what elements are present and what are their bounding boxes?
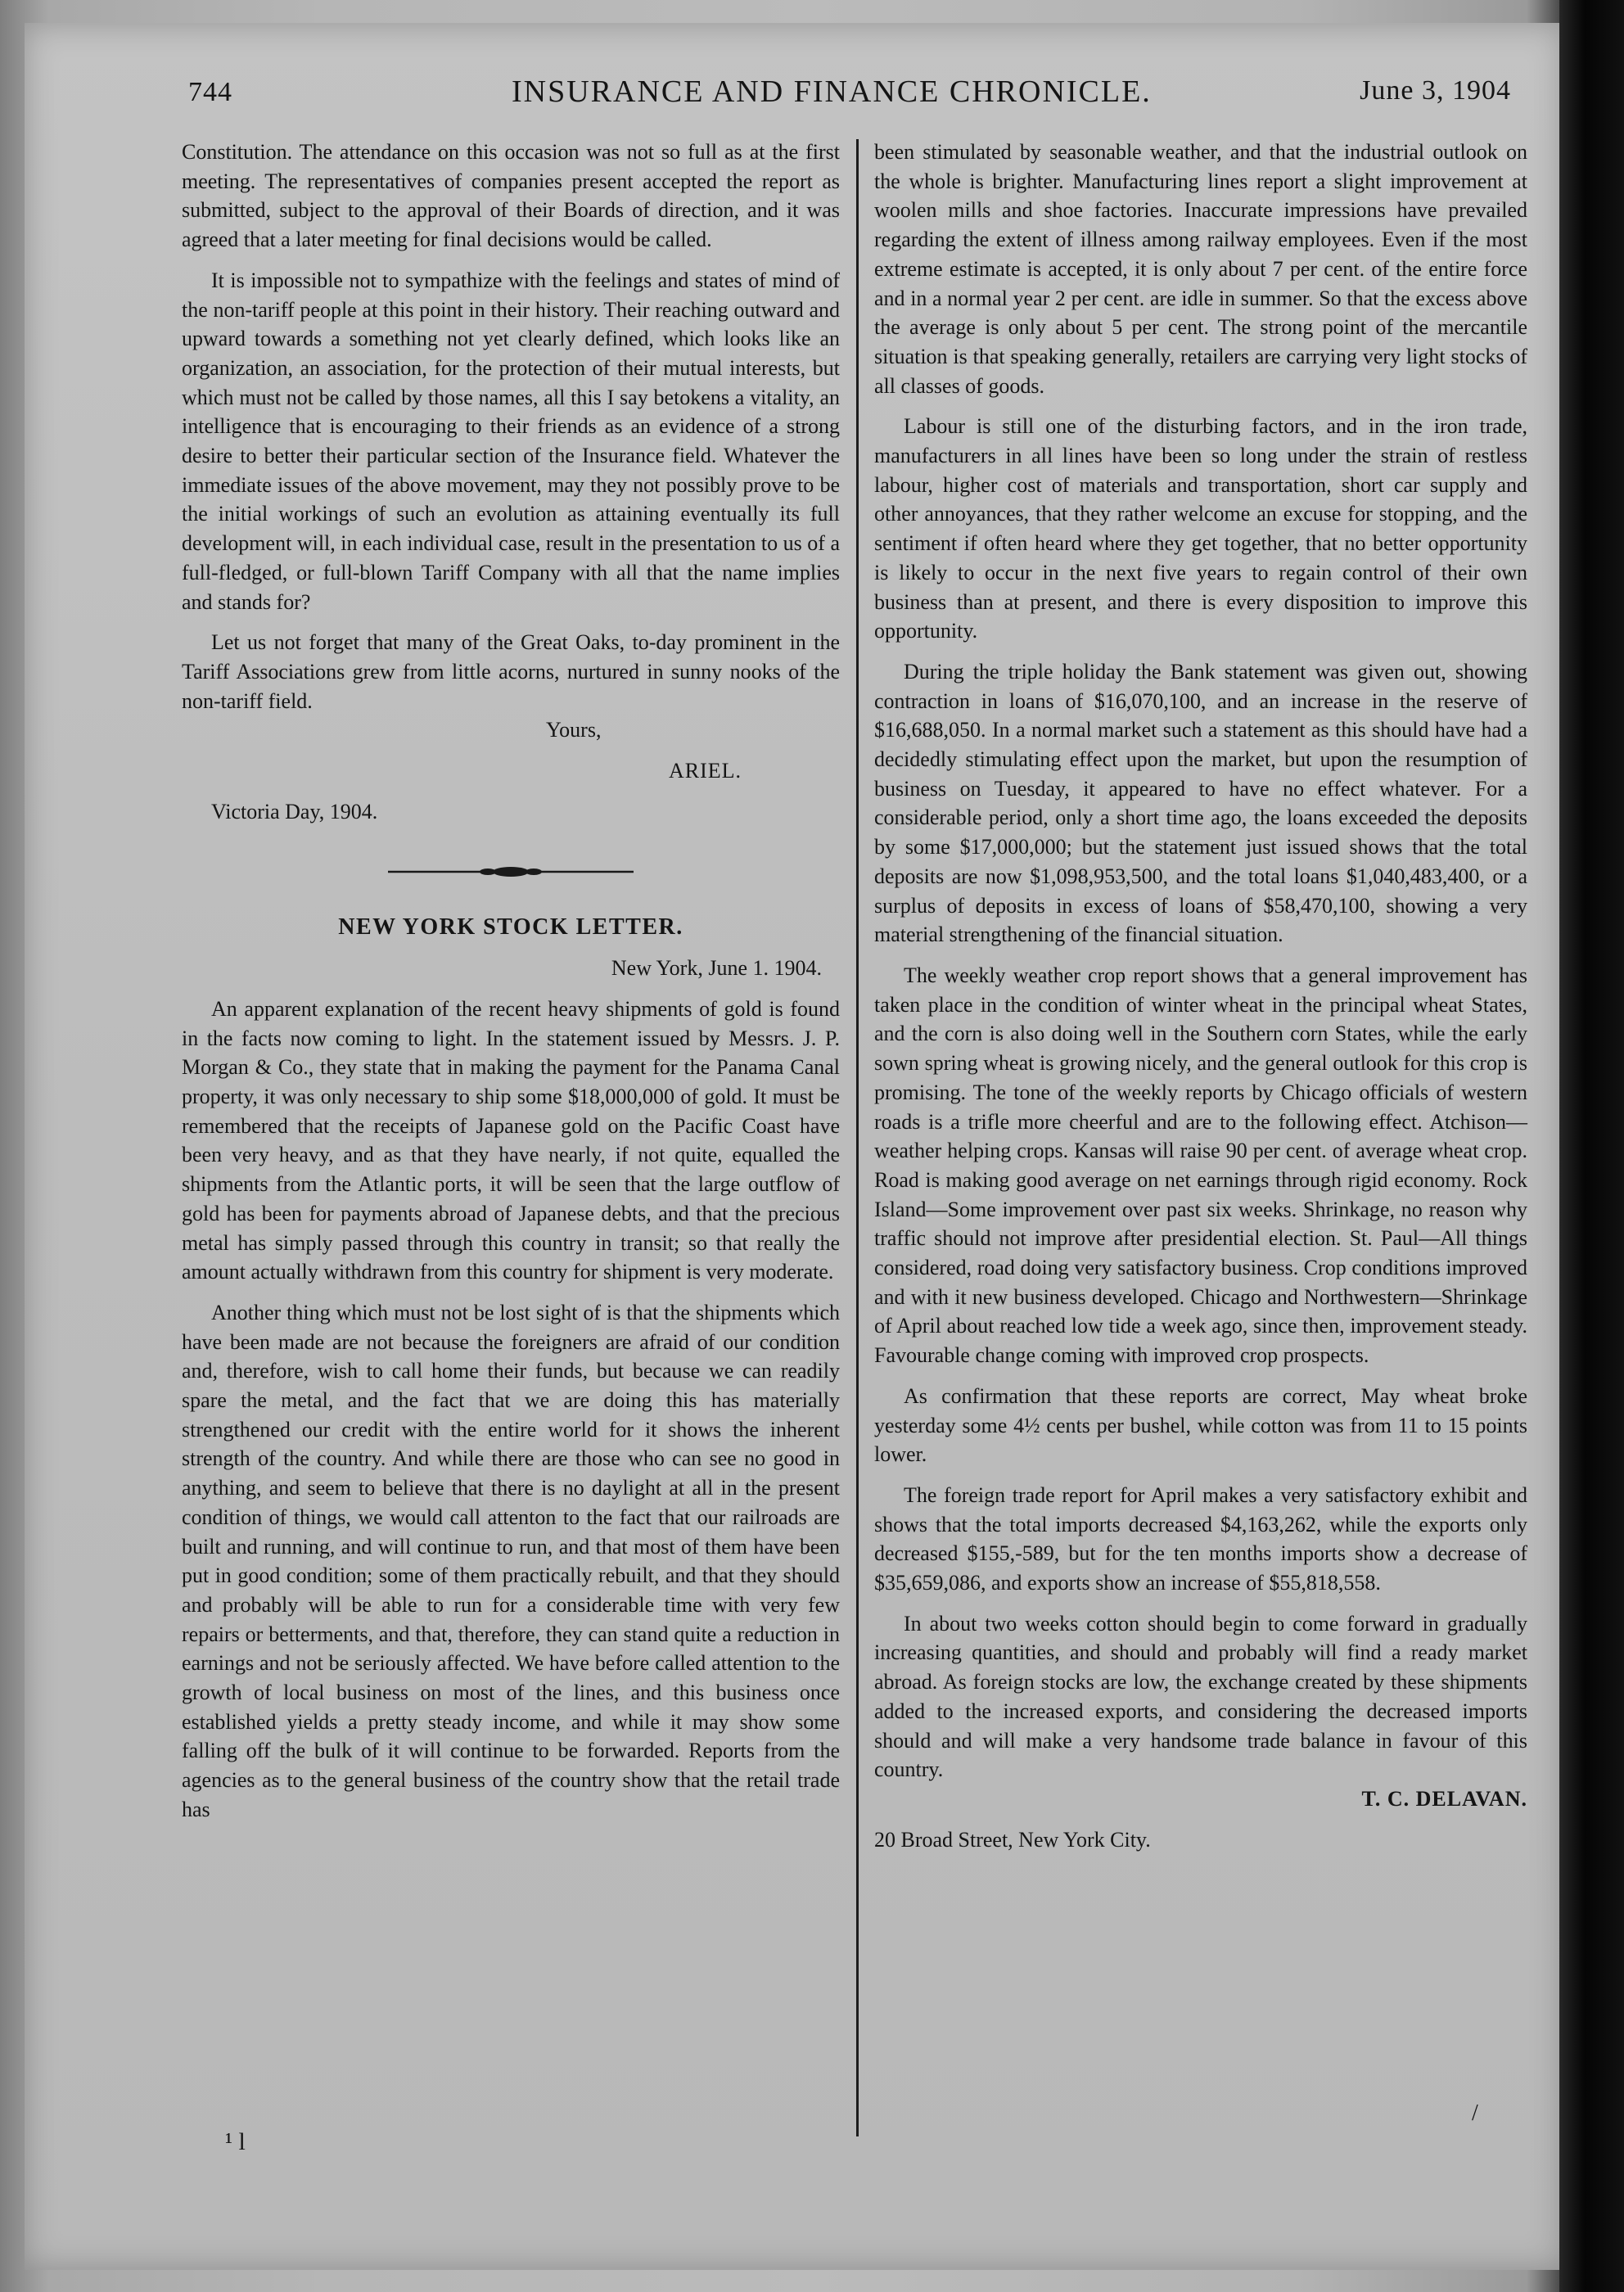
publication-title: INSURANCE AND FINANCE CHRONICLE.: [512, 74, 1152, 109]
column-divider: [856, 139, 859, 2136]
letter-dateline: Victoria Day, 1904.: [211, 799, 378, 823]
section-title: NEW YORK STOCK LETTER.: [338, 914, 683, 941]
binding-shadow: [1559, 0, 1624, 2292]
page-header: [188, 65, 1511, 115]
stray-mark: /: [1472, 2100, 1478, 2126]
left-column: [182, 138, 840, 1836]
letter-closing: Yours,: [546, 718, 602, 742]
margin-mark: ¹ l: [225, 2128, 246, 2155]
section-ornament: [388, 864, 634, 880]
page-number: 744: [188, 77, 232, 107]
article-paragraph: It is impossible not to sympathize with the feelings and states of mind of the non-tariff people at this point in their history. Their reaching outward and upward towards a something not yet clearly defined, which looks like an organization, an association, for the protection of their mutual interests, but which must not be called by those names, all this I say betokens a vitality, an intelligence that is encouraging to their friends as an evidence of a strong desire to better their particular section of the Insurance field. Whatever the immediate issues of the above movement, may they not possibly prove to be the initial workings of such an evolution as attaining eventually its full development will, in each individual case, result in the presentation to us of a full-fledged, or full-blown Tariff Company with all that the name implies and stands for?: [182, 268, 840, 614]
article-paragraph: As confirmation that these reports are correct, May wheat broke yesterday some 4½ cents per bushel, while cotton was from 11 to 15 points lower.: [874, 1383, 1527, 1467]
section-dateline: New York, June 1. 1904.: [611, 956, 822, 981]
right-column: [874, 138, 1527, 1866]
article-paragraph: An apparent explanation of the recent heavy shipments of gold is found in the facts now coming to light. In the statement issued by Messrs. J. P. Morgan & Co., they state that in making the payment for the Panama Canal property, it was only necessary to ship some $18,000,000 of gold. It must be remembered that the receipts of Japanese gold on the Pacific Coast have been very heavy, and as that they have nearly, if not quite, equalled the shipments from the Atlantic ports, it will be seen that the large outflow of gold has been for payments abroad of Japanese debts, and that the precious metal has simply passed through this country in transit; so that really the amount actually withdrawn from this country for shipment is very moderate.: [182, 996, 840, 1284]
signature-address: 20 Broad Street, New York City.: [874, 1827, 1151, 1852]
letter-signature: ARIEL.: [669, 759, 742, 783]
letter-signature: T. C. DELAVAN.: [1361, 1786, 1527, 1811]
article-paragraph: The weekly weather crop report shows that a general improvement has taken place in the condition of winter wheat in the principal wheat States, and the corn is also doing well in the Southern corn States, while the early sown spring wheat is growing nicely, and the general outlook for this crop is promising. The tone of the weekly reports by Chicago officials of western roads is a trifle more cheerful and are to the following effect. Atchison—weather helping crops. Kansas will raise 90 per cent. of average wheat crop. Road is making good average on net earnings through rigid economy. Rock Island—Some improvement over past six weeks. Shrinkage, no reason why traffic should not improve after presidential election. St. Paul—All things considered, road doing very satisfactory business. Crop conditions improved and with it new business developed. Chicago and Northwestern—Shrinkage of April about reached low tide a week ago, since then, improvement steady. Favourable change coming with improved crop prospects.: [874, 963, 1527, 1368]
article-paragraph: Let us not forget that many of the Great Oaks, to-day prominent in the Tariff Associations grew from little acorns, nurtured in sunny nooks of the non-tariff field.: [182, 630, 840, 713]
article-paragraph: Constitution. The attendance on this occasion was not so full as at the first meeting. The representatives of companies present accepted the report as submitted, subject to the approval of their Boards of direction, and it was agreed that a later meeting for final decisions would be called.: [182, 140, 840, 252]
article-paragraph: Labour is still one of the disturbing factors, and in the iron trade, manufacturers in all lines have been so long under the strain of restless labour, higher cost of materials and transportation, short car supply and other annoyances, that they rather welcome an excuse for stopping, and the sentiment if often heard where they get together, that no better opportunity is likely to occur in the next five years to regain control of their own business than at present, and there is every disposition to improve this opportunity.: [874, 414, 1527, 643]
issue-date: June 3, 1904: [1360, 75, 1511, 106]
article-paragraph: The foreign trade report for April makes a very satisfactory exhibit and shows that the total imports decreased $4,163,262, while the exports only decreased $155,-589, but for the ten months imports show a decrease of $35,659,086, and exports show an increase of $55,818,558.: [874, 1482, 1527, 1595]
article-paragraph: been stimulated by seasonable weather, and that the industrial outlook on the whole is brighter. Manufacturing lines report a slight improvement at woolen mills and shoe factories. Inaccurate impressions have prevailed regarding the extent of illness among railway employees. Even if the most extreme estimate is accepted, it is only about 7 per cent. of the entire force and in a normal year 2 per cent. are idle in summer. So that the excess above the average is only about 5 per cent. The strong point of the mercantile situation is that speaking generally, retailers are carrying very light stocks of all classes of goods.: [874, 140, 1527, 398]
article-paragraph: Another thing which must not be lost sight of is that the shipments which have been made are not because the foreigners are afraid of our condition and, therefore, wish to call home their funds, but because we can readily spare the metal, and the fact that we are doing this has materially strengthened our credit with the entire world for it shows the inherent strength of the country. And while there are those who can see no good in anything, and seem to believe that there is no daylight at all in the present condition of things, we would call attenton to the fact that our railroads are built and running, and will continue to run, and that most of them have been put in good condition; some of them practically rebuilt, and that they should and probably will be able to run for a considerable time with very few repairs or betterments, and that, therefore, they can stand quite a reduction in earnings and not be seriously affected. We have before called attention to the growth of local business on most of the lines, and this business once established yields a pretty steady income, and while it may show some falling off the bulk of it will continue to be forwarded. Reports from the agencies as to the general business of the country show that the retail trade has: [182, 1300, 840, 1821]
article-paragraph: During the triple holiday the Bank statement was given out, showing contraction in loans of $16,070,100, and an increase in the reserve of $16,688,050. In a normal market such a statement as this should have had a decidedly stimulating effect upon the market, but upon the resumption of business on Tuesday, it appeared to have no effect whatever. For a considerable period, only a short time ago, the loans exceeded the deposits by some $17,000,000; but the statement just issued shows that the total deposits are now $1,098,953,500, and the total loans $1,040,483,400, or a surplus of deposits in excess of loans of $58,470,100, showing a very material strengthening of the financial situation.: [874, 659, 1527, 947]
article-paragraph: In about two weeks cotton should begin to come forward in gradually increasing quantities, and should and probably will find a ready market abroad. As foreign stocks are low, the exchange created by these shipments added to the increased exports, and considering the decreased imports should and will make a very handsome trade balance in favour of this country.: [874, 1611, 1527, 1782]
